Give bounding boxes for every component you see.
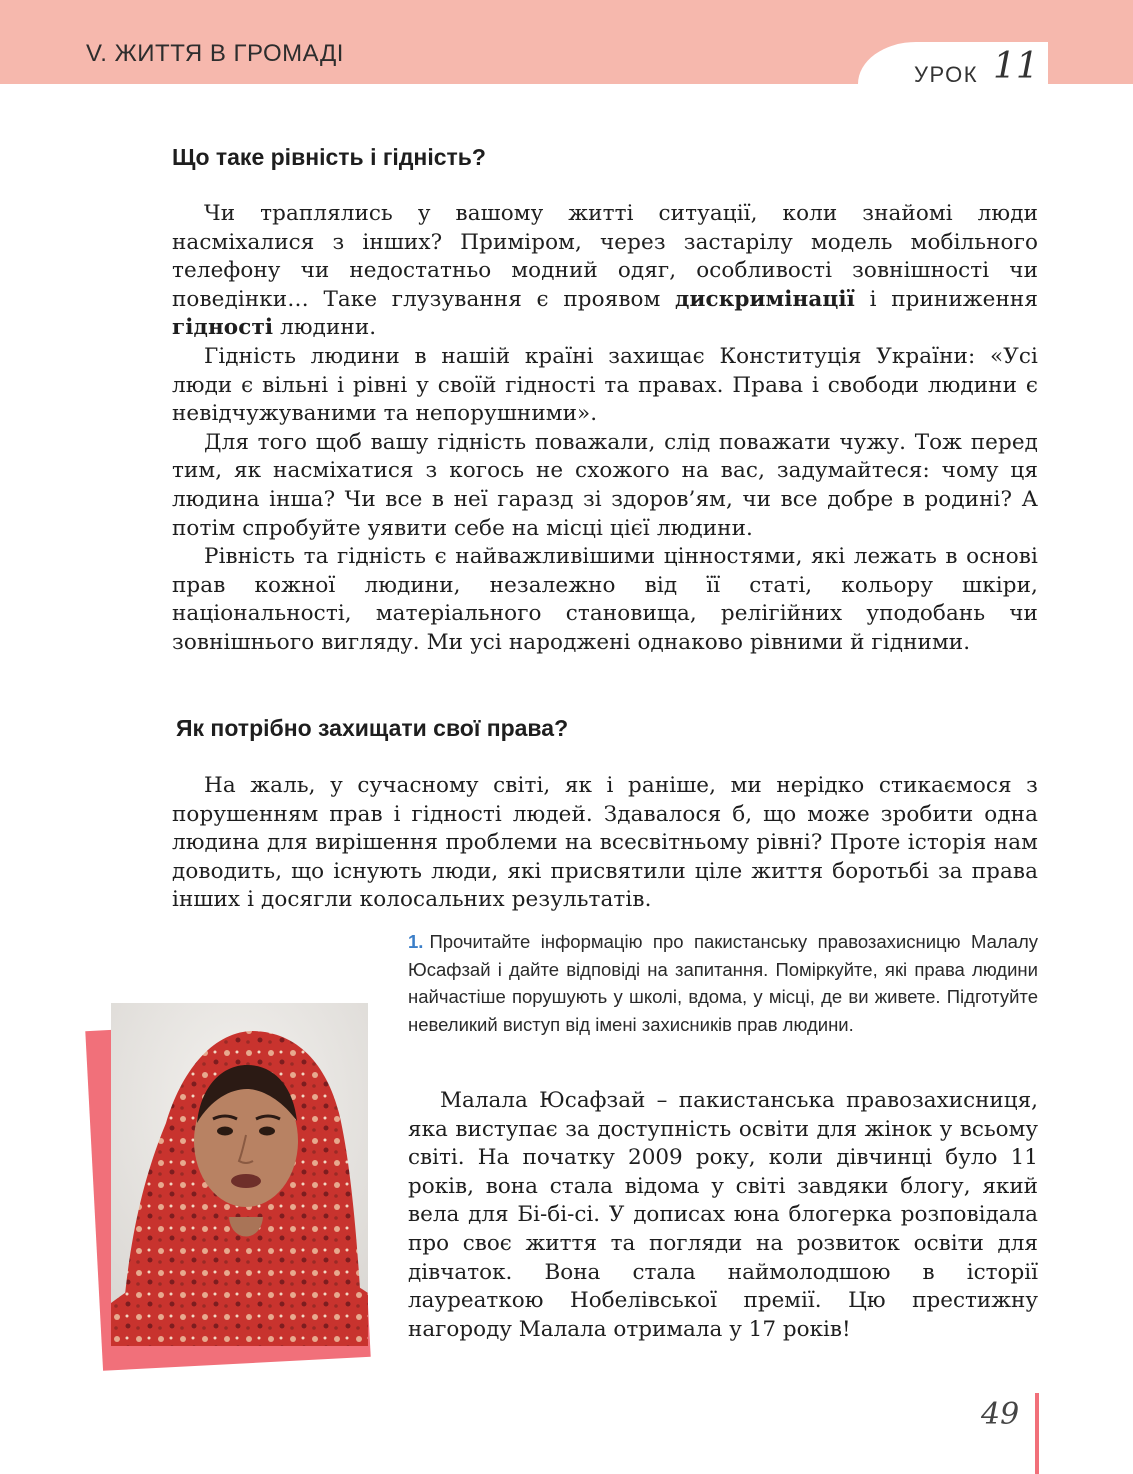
paragraph [172, 200, 1038, 343]
portrait-photo [111, 1003, 368, 1346]
text-run: Чи траплялись у вашому житті ситуації, коли знайомі люди насміхалися з інших? Приміром, через застарілу модель мобільного телефону чи недостатньо модний одяг, особливості зовнішності чи поведінки… Таке глузування є проявом [172, 201, 1038, 312]
task-number: 1. [408, 931, 424, 952]
term-discrimination: дискримінації [675, 286, 855, 312]
paragraph: Рівність та гідність є найважливішими цінностями, які лежать в основі прав кожної людини, незалежно від її статі, кольору шкіри, національності, матеріального становища, релігійних уподобань чи зовнішнього вигляду. Ми усі народжені однаково рівними й гідними. [172, 544, 1038, 655]
paragraph: На жаль, у сучасному світі, як і раніше, ми нерідко стикаємося з порушенням прав і гідності людей. Здавалося б, що може зробити одна людина для вирішення проблеми на всесвітньому рівні? Проте історія нам доводить, що існують люди, які присвятили ціле життя боротьбі за права інших і досягли колосальних результатів. [172, 773, 1038, 913]
text-run: людини. [273, 315, 377, 341]
paragraph: Гідність людини в нашій країні захищає Конституція України: «Усі люди є вільні і рівні у своїй гідності та правах. Права і свободи людини є невідчужуваними та непорушними». [172, 343, 1038, 427]
paragraph: Для того щоб вашу гідність поважали, слід поважати чужу. Тож перед тим, як насміхатися з когось не схожого на вас, задумайтеся: чому ця людина інша? Чи все в неї гаразд зі здоров’ям, чи все добре в родині? А потім спробуйте уявити себе на місці цієї людини. [172, 429, 1038, 541]
heading-protect-rights: Як потрібно захищати свої права? [176, 715, 569, 741]
page-edge-bar [1035, 1393, 1039, 1474]
task-block [408, 928, 1038, 1038]
lesson-number: 11 [993, 46, 1039, 87]
section1-text [172, 200, 1038, 658]
text-run: і приниження [854, 286, 1038, 312]
portrait-illustration [111, 1003, 368, 1346]
section2-text [172, 772, 1038, 915]
task-text: Прочитайте інформацію про пакистанську правозахисницю Малалу Юсафзай і дайте відповіді на запитання. Поміркуйте, які права людини найчастіше порушують у школі, вдома, у місці, де ви живете. Підготуйте невеликий виступ від імені захисників прав людини. [408, 931, 1038, 1035]
biography-text: Малала Юсафзай – пакистанська правозахисниця, яка виступає за доступність освіти для жінок у всьому світі. На початку 2009 року, коли дівчинці було 11 років, вона стала відома у світі завдяки блогу, який вела для Бі-бі-сі. У дописах юна блогерка розповідала про своє життя та погляди на розвиток освіти для дівчаток. Вона стала наймолодшою в історії лауреаткою Нобелівської премії. Цю престижну нагороду Малала отримала у 17 років! [408, 1088, 1038, 1342]
term-dignity: гідності [172, 315, 274, 341]
page-number: 49 [981, 1397, 1020, 1432]
section-title: V. ЖИТТЯ В ГРОМАДІ [86, 40, 344, 67]
lesson-label: УРОК [914, 62, 979, 87]
heading-equality-dignity: Що таке рівність і гідність? [172, 144, 486, 170]
